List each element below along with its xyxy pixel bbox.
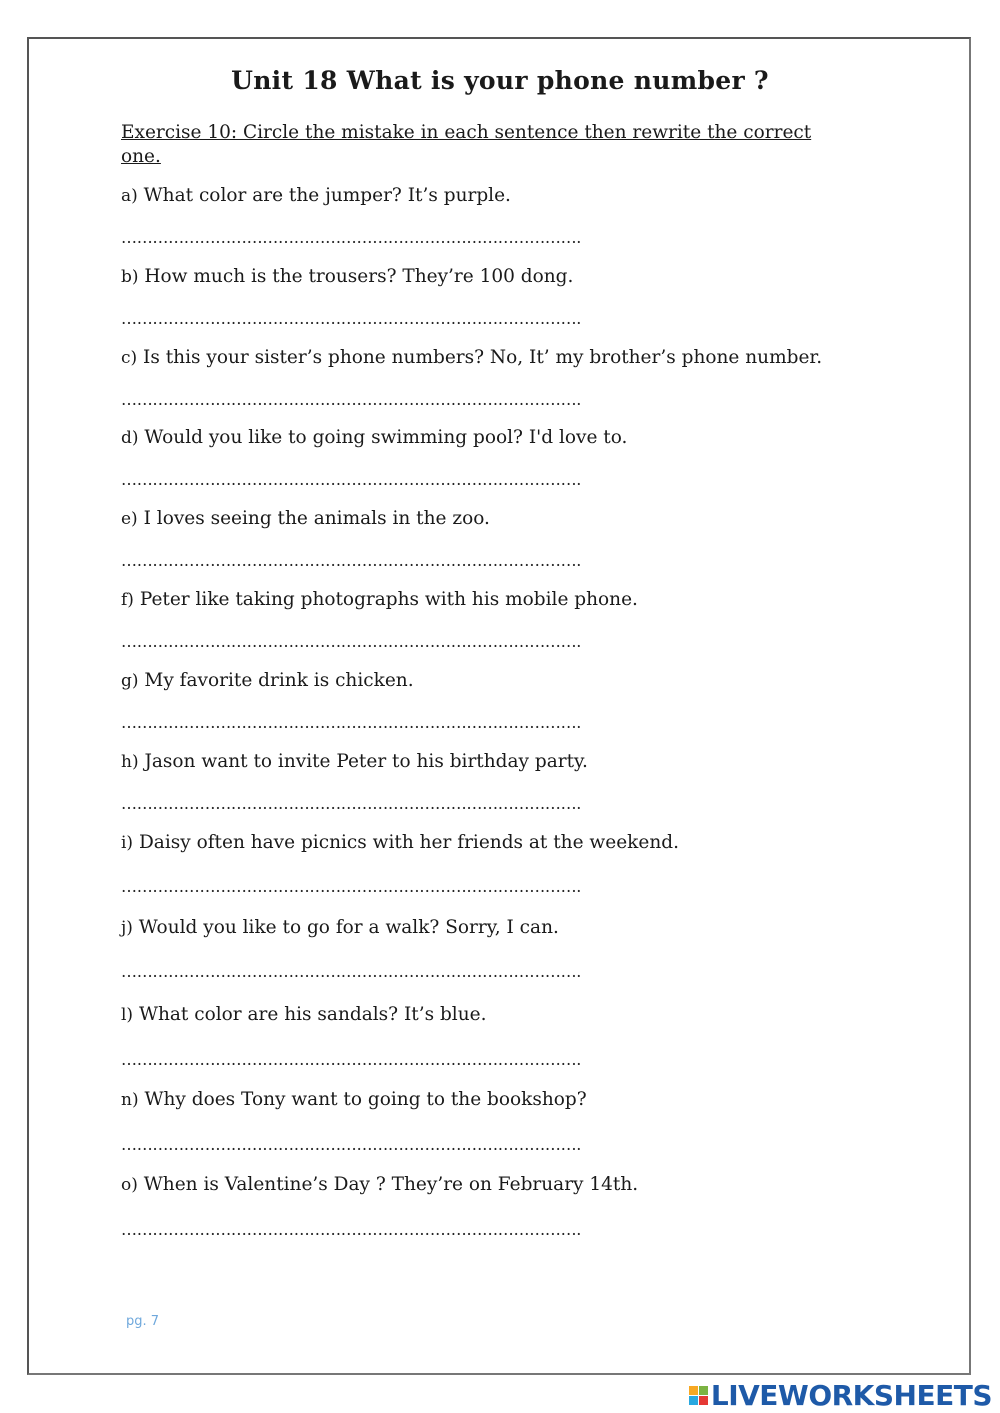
question-n bbox=[121, 1089, 587, 1110]
page-title: Unit 18 What is your phone number ? bbox=[231, 66, 769, 95]
question-label: j) bbox=[121, 918, 133, 938]
question-label: a) bbox=[121, 186, 138, 206]
question-h bbox=[121, 751, 588, 772]
question-text: Peter like taking photographs with his mobile phone. bbox=[139, 589, 638, 610]
answer-line-e[interactable]: ……………………………………………………………………………. bbox=[121, 551, 582, 570]
answer-line-f[interactable]: ……………………………………………………………………………. bbox=[121, 632, 582, 651]
question-text: Jason want to invite Peter to his birthday party. bbox=[144, 751, 588, 772]
question-label: e) bbox=[121, 509, 138, 529]
question-g bbox=[121, 670, 414, 691]
logo-text: LIVEWORKSHEETS bbox=[710, 1378, 992, 1412]
liveworksheets-logo[interactable] bbox=[689, 1378, 992, 1412]
question-text: My favorite drink is chicken. bbox=[144, 670, 414, 691]
question-d bbox=[121, 427, 627, 448]
answer-line-h[interactable]: ……………………………………………………………………………. bbox=[121, 794, 582, 813]
question-label: g) bbox=[121, 671, 139, 691]
answer-line-l[interactable]: ……………………………………………………………………………. bbox=[121, 1050, 582, 1069]
question-text: Would you like to going swimming pool? I'd love to. bbox=[144, 427, 628, 448]
question-l bbox=[121, 1004, 486, 1025]
question-label: f) bbox=[121, 590, 134, 610]
question-b bbox=[121, 266, 573, 287]
question-text: Why does Tony want to going to the bookshop? bbox=[144, 1089, 587, 1110]
logo-icon bbox=[689, 1386, 708, 1405]
answer-line-j[interactable]: ……………………………………………………………………………. bbox=[121, 962, 582, 981]
answer-line-n[interactable]: ……………………………………………………………………………. bbox=[121, 1135, 582, 1154]
question-c bbox=[121, 347, 822, 368]
exercise-instructions: Exercise 10: Circle the mistake in each sentence then rewrite the correct one. bbox=[121, 122, 812, 167]
answer-line-b[interactable]: ……………………………………………………………………………. bbox=[121, 309, 582, 328]
logo-tile bbox=[689, 1396, 698, 1405]
question-label: d) bbox=[121, 428, 139, 448]
answer-line-a[interactable]: ……………………………………………………………………………. bbox=[121, 228, 582, 247]
logo-tile bbox=[699, 1386, 708, 1395]
answer-line-g[interactable]: ……………………………………………………………………………. bbox=[121, 713, 582, 732]
question-text: How much is the trousers? They’re 100 dong. bbox=[144, 266, 574, 287]
logo-tile bbox=[689, 1386, 698, 1395]
question-label: i) bbox=[121, 833, 134, 853]
question-label: b) bbox=[121, 267, 139, 287]
question-j bbox=[121, 917, 559, 938]
page-number: pg. 7 bbox=[126, 1314, 160, 1329]
logo-tile bbox=[699, 1396, 708, 1405]
question-label: h) bbox=[121, 752, 139, 772]
question-f bbox=[121, 589, 638, 610]
question-text: What color are the jumper? It’s purple. bbox=[143, 185, 511, 206]
answer-line-o[interactable]: ……………………………………………………………………………. bbox=[121, 1220, 582, 1239]
question-i bbox=[121, 832, 679, 853]
answer-line-i[interactable]: ……………………………………………………………………………. bbox=[121, 877, 582, 896]
question-label: l) bbox=[121, 1005, 134, 1025]
answer-line-d[interactable]: ……………………………………………………………………………. bbox=[121, 470, 582, 489]
question-e bbox=[121, 508, 490, 529]
question-text: I loves seeing the animals in the zoo. bbox=[143, 508, 490, 529]
question-label: n) bbox=[121, 1090, 139, 1110]
question-text: When is Valentine’s Day ? They’re on February 14th. bbox=[143, 1174, 639, 1195]
question-label: c) bbox=[121, 348, 138, 368]
answer-line-c[interactable]: ……………………………………………………………………………. bbox=[121, 390, 582, 409]
question-text: Is this your sister’s phone numbers? No, It’ my brother’s phone number. bbox=[143, 347, 823, 368]
question-text: Daisy often have picnics with her friends at the weekend. bbox=[138, 832, 679, 853]
question-text: Would you like to go for a walk? Sorry, I can. bbox=[138, 917, 559, 938]
question-o bbox=[121, 1174, 638, 1195]
question-label: o) bbox=[121, 1175, 138, 1195]
question-a bbox=[121, 185, 511, 206]
question-text: What color are his sandals? It’s blue. bbox=[138, 1004, 487, 1025]
